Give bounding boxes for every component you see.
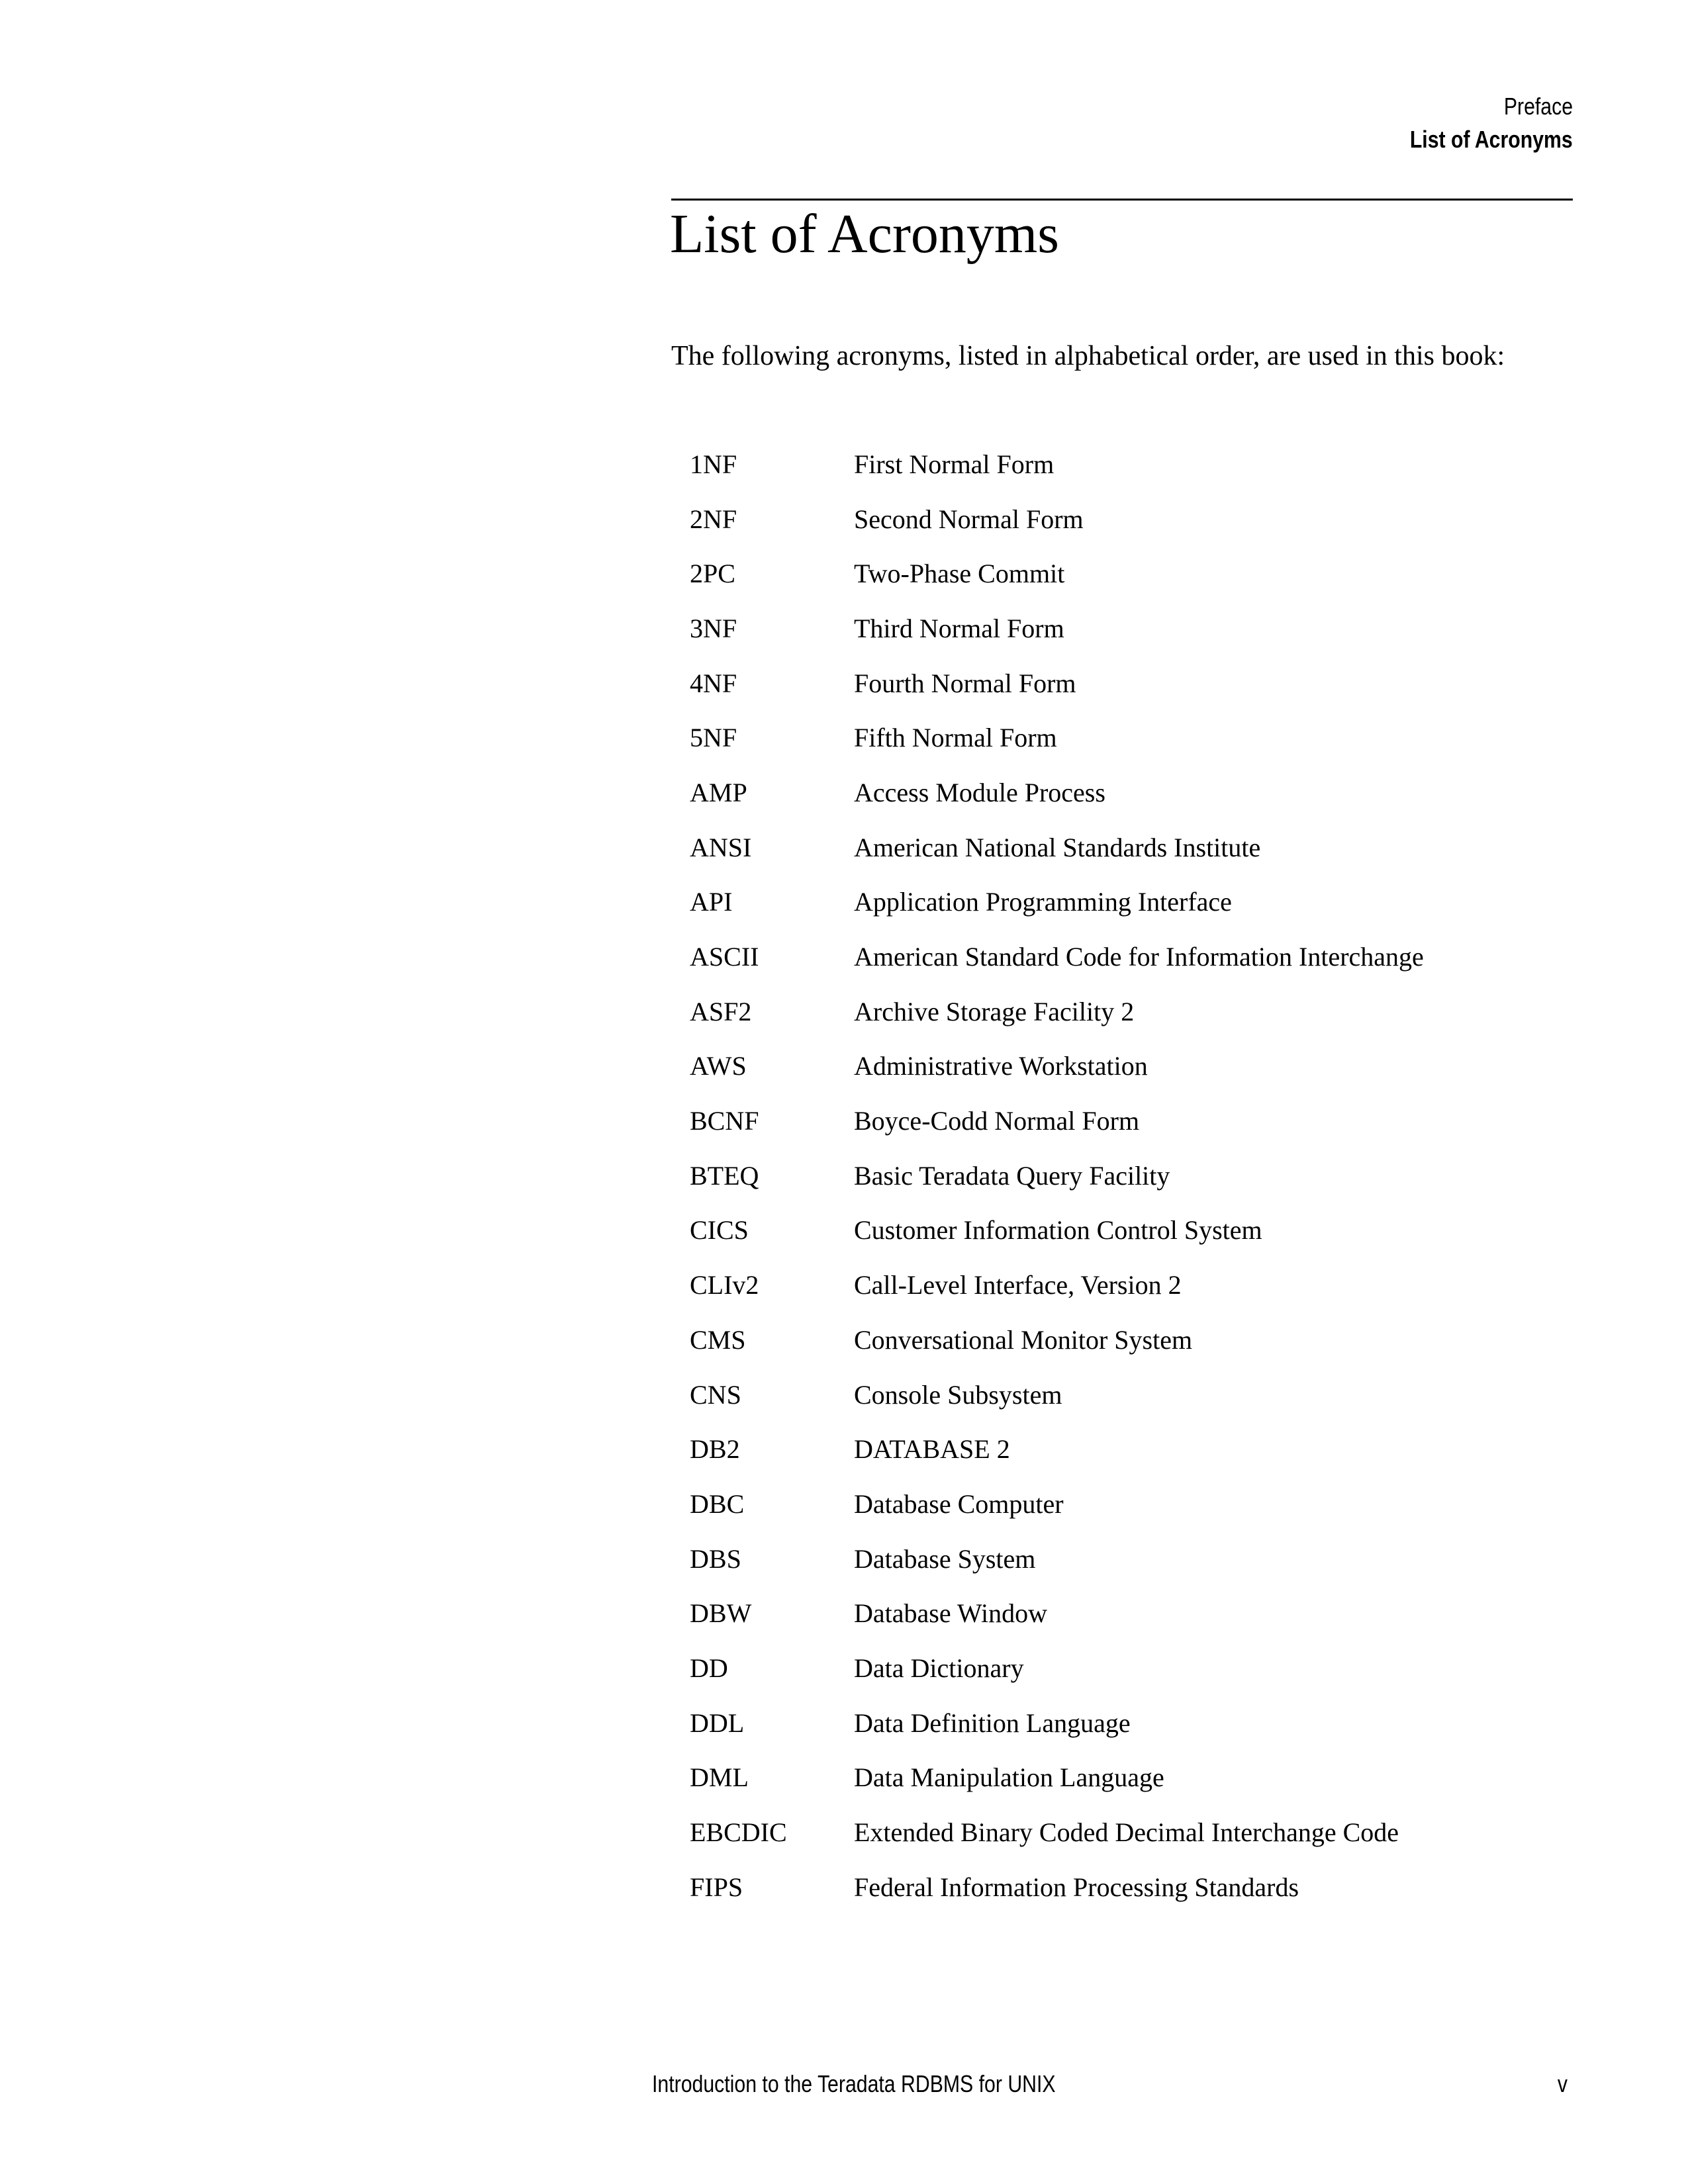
acronym-abbr: ANSI bbox=[690, 832, 752, 862]
acronym-meaning: Boyce-Codd Normal Form bbox=[854, 1106, 1140, 1136]
acronym-row bbox=[690, 710, 1424, 765]
acronym-meaning: Data Manipulation Language bbox=[854, 1762, 1164, 1793]
acronym-abbr: AWS bbox=[690, 1051, 747, 1081]
acronym-abbr: DB2 bbox=[690, 1434, 740, 1465]
acronym-abbr: FIPS bbox=[690, 1872, 743, 1902]
acronym-abbr: 2PC bbox=[690, 559, 735, 589]
acronym-abbr: 2NF bbox=[690, 504, 737, 534]
acronym-meaning: Database System bbox=[854, 1543, 1036, 1574]
acronym-row bbox=[690, 875, 1424, 930]
acronym-meaning: Fifth Normal Form bbox=[854, 723, 1057, 753]
acronym-abbr: BTEQ bbox=[690, 1160, 759, 1191]
acronym-meaning: Two-Phase Commit bbox=[854, 559, 1065, 589]
acronym-meaning: Data Dictionary bbox=[854, 1653, 1024, 1683]
acronym-meaning: Application Programming Interface bbox=[854, 887, 1232, 917]
acronym-row bbox=[690, 1257, 1424, 1312]
intro-paragraph: The following acronyms, listed in alphabetical order, are used in this book: bbox=[671, 341, 1505, 371]
footer-book-title: Introduction to the Teradata RDBMS for UNIX bbox=[652, 2070, 1056, 2097]
acronym-row bbox=[690, 656, 1424, 711]
acronym-meaning: Access Module Process bbox=[854, 777, 1105, 807]
acronym-meaning: First Normal Form bbox=[854, 449, 1055, 479]
acronym-row bbox=[690, 492, 1424, 547]
acronym-row bbox=[690, 1422, 1424, 1477]
acronym-list bbox=[690, 437, 1424, 1915]
acronym-meaning: Extended Binary Coded Decimal Interchange Code bbox=[854, 1817, 1399, 1848]
acronym-meaning: Database Window bbox=[854, 1598, 1048, 1629]
acronym-meaning: American National Standards Institute bbox=[854, 832, 1261, 862]
acronym-abbr: DDL bbox=[690, 1707, 745, 1738]
acronym-row bbox=[690, 1586, 1424, 1641]
acronym-meaning: Administrative Workstation bbox=[854, 1051, 1148, 1081]
acronym-abbr: DBW bbox=[690, 1598, 752, 1629]
acronym-row bbox=[690, 1805, 1424, 1860]
acronym-abbr: DBC bbox=[690, 1488, 745, 1519]
acronym-abbr: BCNF bbox=[690, 1106, 759, 1136]
acronym-meaning: Console Subsystem bbox=[854, 1379, 1062, 1410]
acronym-abbr: ASCII bbox=[690, 942, 759, 972]
acronym-row bbox=[690, 601, 1424, 656]
acronym-abbr: AMP bbox=[690, 777, 747, 807]
acronym-row bbox=[690, 1367, 1424, 1422]
acronym-row bbox=[690, 929, 1424, 984]
running-header-topic: List of Acronyms bbox=[1410, 126, 1573, 153]
acronym-row bbox=[690, 1039, 1424, 1094]
acronym-meaning: Third Normal Form bbox=[854, 613, 1064, 643]
acronym-meaning: Archive Storage Facility 2 bbox=[854, 996, 1135, 1026]
acronym-meaning: Call-Level Interface, Version 2 bbox=[854, 1270, 1182, 1300]
acronym-row bbox=[690, 1531, 1424, 1586]
acronym-abbr: DML bbox=[690, 1762, 749, 1793]
acronym-abbr: EBCDIC bbox=[690, 1817, 787, 1848]
acronym-meaning: Data Definition Language bbox=[854, 1707, 1131, 1738]
acronym-abbr: DD bbox=[690, 1653, 728, 1683]
acronym-row bbox=[690, 765, 1424, 820]
acronym-abbr: CICS bbox=[690, 1215, 749, 1246]
acronym-row bbox=[690, 1751, 1424, 1805]
acronym-meaning: American Standard Code for Information Interchange bbox=[854, 942, 1424, 972]
acronym-row bbox=[690, 1641, 1424, 1696]
acronym-row bbox=[690, 1093, 1424, 1148]
acronym-row bbox=[690, 1312, 1424, 1367]
footer-page-number: v bbox=[1557, 2070, 1568, 2097]
acronym-row bbox=[690, 1477, 1424, 1531]
acronym-abbr: API bbox=[690, 887, 733, 917]
acronym-row bbox=[690, 437, 1424, 492]
acronym-row bbox=[690, 820, 1424, 875]
acronym-abbr: 1NF bbox=[690, 449, 737, 479]
acronym-abbr: 4NF bbox=[690, 668, 737, 698]
acronym-row bbox=[690, 984, 1424, 1039]
acronym-meaning: Fourth Normal Form bbox=[854, 668, 1076, 698]
acronym-meaning: Federal Information Processing Standards bbox=[854, 1872, 1299, 1902]
acronym-meaning: Second Normal Form bbox=[854, 504, 1084, 534]
acronym-abbr: ASF2 bbox=[690, 996, 752, 1026]
acronym-abbr: 5NF bbox=[690, 723, 737, 753]
acronym-row bbox=[690, 1148, 1424, 1203]
acronym-meaning: Customer Information Control System bbox=[854, 1215, 1262, 1246]
acronym-meaning: Basic Teradata Query Facility bbox=[854, 1160, 1170, 1191]
acronym-abbr: DBS bbox=[690, 1543, 741, 1574]
acronym-meaning: DATABASE 2 bbox=[854, 1434, 1010, 1465]
acronym-meaning: Database Computer bbox=[854, 1488, 1064, 1519]
header-rule bbox=[671, 199, 1573, 201]
acronym-abbr: CLIv2 bbox=[690, 1270, 759, 1300]
acronym-row bbox=[690, 1860, 1424, 1915]
acronym-row bbox=[690, 1203, 1424, 1258]
acronym-abbr: 3NF bbox=[690, 613, 737, 643]
acronym-row bbox=[690, 1696, 1424, 1751]
acronym-meaning: Conversational Monitor System bbox=[854, 1324, 1193, 1355]
running-header-section: Preface bbox=[1503, 93, 1573, 120]
acronym-abbr: CMS bbox=[690, 1324, 746, 1355]
page-title: List of Acronyms bbox=[670, 203, 1059, 265]
acronym-abbr: CNS bbox=[690, 1379, 741, 1410]
acronym-row bbox=[690, 546, 1424, 601]
